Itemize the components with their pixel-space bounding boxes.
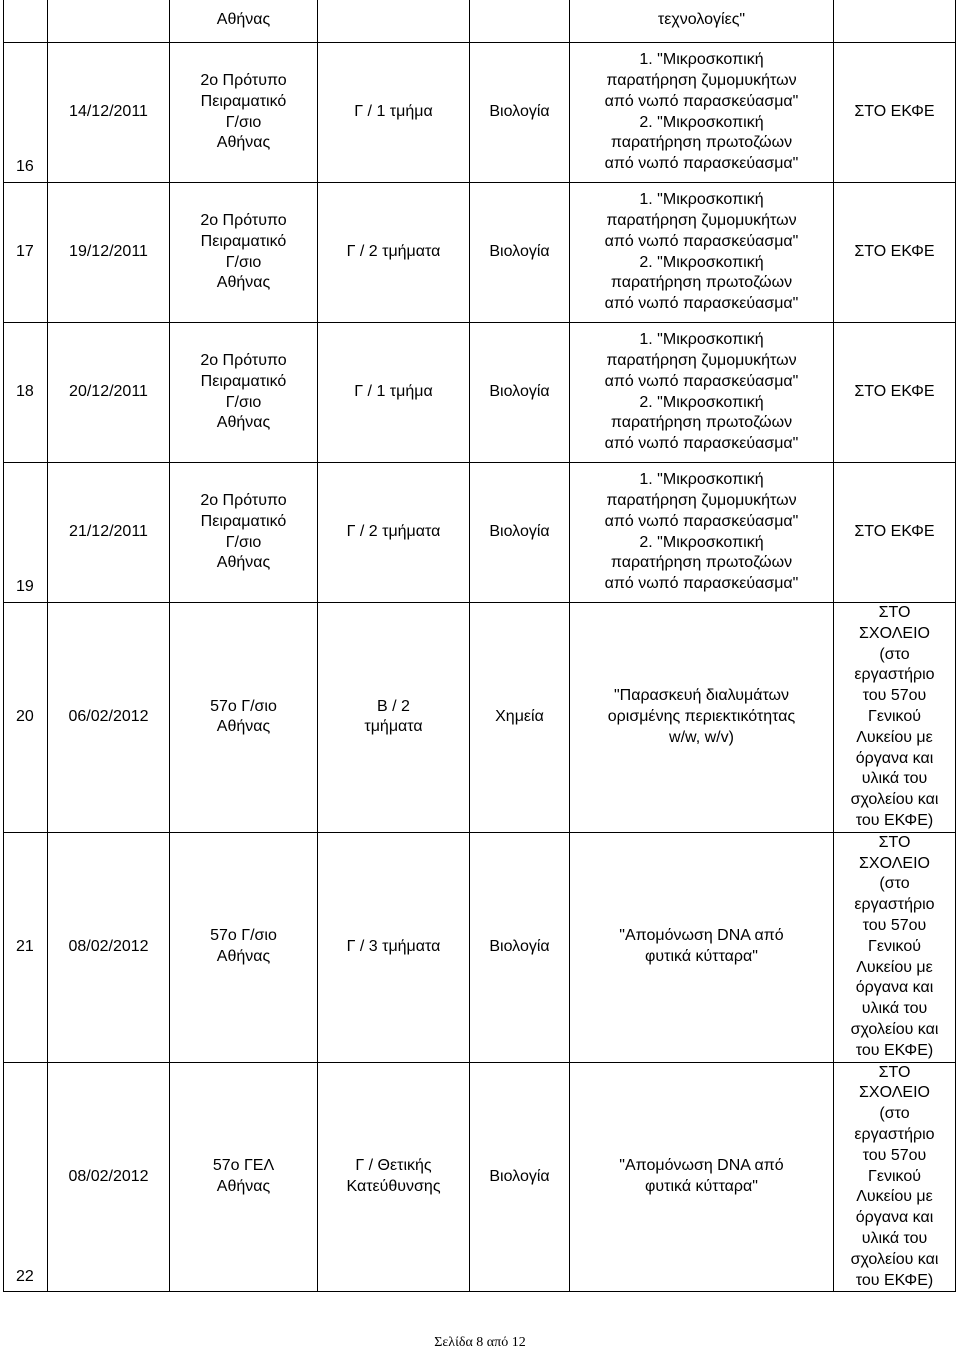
table-row: [4, 603, 956, 833]
cell-subject: Χημεία: [470, 603, 570, 833]
cell-school: 2ο Πρότυπο Πειραματικό Γ/σιο Αθήνας: [170, 323, 318, 463]
cell-num: 16: [4, 43, 48, 183]
cell-school: 57ο ΓΕΛ Αθήνας: [170, 1062, 318, 1292]
cell-subject: Βιολογία: [470, 832, 570, 1062]
table-row: [4, 323, 956, 463]
cell-subject: Βιολογία: [470, 43, 570, 183]
cell-date: 21/12/2011: [48, 463, 170, 603]
cell-title: 1. "Μικροσκοπική παρατήρηση ζυμομυκήτων από νωπό παρασκεύασμα" 2. "Μικροσκοπική παρατήρηση πρωτοζώων από νωπό παρασκεύασμα": [570, 323, 834, 463]
cell-title: 1. "Μικροσκοπική παρατήρηση ζυμομυκήτων από νωπό παρασκεύασμα" 2. "Μικροσκοπική παρατήρηση πρωτοζώων από νωπό παρασκεύασμα": [570, 43, 834, 183]
cell-date: 08/02/2012: [48, 832, 170, 1062]
cell-school: Αθήνας: [170, 0, 318, 43]
cell-date: [48, 0, 170, 43]
table-row: [4, 1062, 956, 1292]
table-row: [4, 832, 956, 1062]
cell-school: 2ο Πρότυπο Πειραματικό Γ/σιο Αθήνας: [170, 183, 318, 323]
cell-class: Γ / 2 τμήματα: [318, 183, 470, 323]
cell-title: 1. "Μικροσκοπική παρατήρηση ζυμομυκήτων από νωπό παρασκεύασμα" 2. "Μικροσκοπική παρατήρηση πρωτοζώων από νωπό παρασκεύασμα": [570, 463, 834, 603]
cell-title: "Απομόνωση DNA από φυτικά κύτταρα": [570, 1062, 834, 1292]
table-row: [4, 0, 956, 43]
table-row: [4, 183, 956, 323]
cell-class: Γ / 1 τμήμα: [318, 43, 470, 183]
cell-date: 06/02/2012: [48, 603, 170, 833]
table-row: [4, 463, 956, 603]
cell-num: 22: [4, 1062, 48, 1292]
cell-subject: Βιολογία: [470, 1062, 570, 1292]
cell-school: 57ο Γ/σιο Αθήνας: [170, 603, 318, 833]
cell-class: Β / 2 τμήματα: [318, 603, 470, 833]
cell-subject: Βιολογία: [470, 323, 570, 463]
cell-place: ΣΤΟ ΣΧΟΛΕΙΟ (στο εργαστήριο του 57ου Γενικού Λυκείου με όργανα και υλικά του σχολείου και του ΕΚΦΕ): [834, 603, 956, 833]
cell-class: [318, 0, 470, 43]
cell-num: 18: [4, 323, 48, 463]
page-footer: Σελίδα 8 από 12: [434, 1335, 526, 1350]
cell-title: "Παρασκευή διαλυμάτων ορισμένης περιεκτικότητας w/w, w/v): [570, 603, 834, 833]
cell-title: "Απομόνωση DNA από φυτικά κύτταρα": [570, 832, 834, 1062]
cell-place: [834, 0, 956, 43]
cell-class: Γ / 2 τμήματα: [318, 463, 470, 603]
cell-subject: Βιολογία: [470, 463, 570, 603]
cell-num: 20: [4, 603, 48, 833]
cell-num: 19: [4, 463, 48, 603]
cell-subject: [470, 0, 570, 43]
cell-class: Γ / 1 τμήμα: [318, 323, 470, 463]
cell-subject: Βιολογία: [470, 183, 570, 323]
cell-date: 08/02/2012: [48, 1062, 170, 1292]
cell-class: Γ / Θετικής Κατεύθυνσης: [318, 1062, 470, 1292]
cell-place: ΣΤΟ ΕΚΦΕ: [834, 323, 956, 463]
cell-title: 1. "Μικροσκοπική παρατήρηση ζυμομυκήτων από νωπό παρασκεύασμα" 2. "Μικροσκοπική παρατήρηση πρωτοζώων από νωπό παρασκεύασμα": [570, 183, 834, 323]
cell-title: τεχνολογίες": [570, 0, 834, 43]
schedule-table: [3, 0, 956, 1292]
cell-num: 17: [4, 183, 48, 323]
cell-place: ΣΤΟ ΕΚΦΕ: [834, 463, 956, 603]
cell-date: 20/12/2011: [48, 323, 170, 463]
cell-num: [4, 0, 48, 43]
table-row: [4, 43, 956, 183]
cell-place: ΣΤΟ ΣΧΟΛΕΙΟ (στο εργαστήριο του 57ου Γενικού Λυκείου με όργανα και υλικά του σχολείου και του ΕΚΦΕ): [834, 832, 956, 1062]
cell-school: 2ο Πρότυπο Πειραματικό Γ/σιο Αθήνας: [170, 43, 318, 183]
cell-place: ΣΤΟ ΕΚΦΕ: [834, 183, 956, 323]
cell-class: Γ / 3 τμήματα: [318, 832, 470, 1062]
cell-place: ΣΤΟ ΣΧΟΛΕΙΟ (στο εργαστήριο του 57ου Γενικού Λυκείου με όργανα και υλικά του σχολείου και του ΕΚΦΕ): [834, 1062, 956, 1292]
cell-school: 57ο Γ/σιο Αθήνας: [170, 832, 318, 1062]
cell-place: ΣΤΟ ΕΚΦΕ: [834, 43, 956, 183]
cell-num: 21: [4, 832, 48, 1062]
cell-date: 14/12/2011: [48, 43, 170, 183]
cell-school: 2ο Πρότυπο Πειραματικό Γ/σιο Αθήνας: [170, 463, 318, 603]
cell-date: 19/12/2011: [48, 183, 170, 323]
